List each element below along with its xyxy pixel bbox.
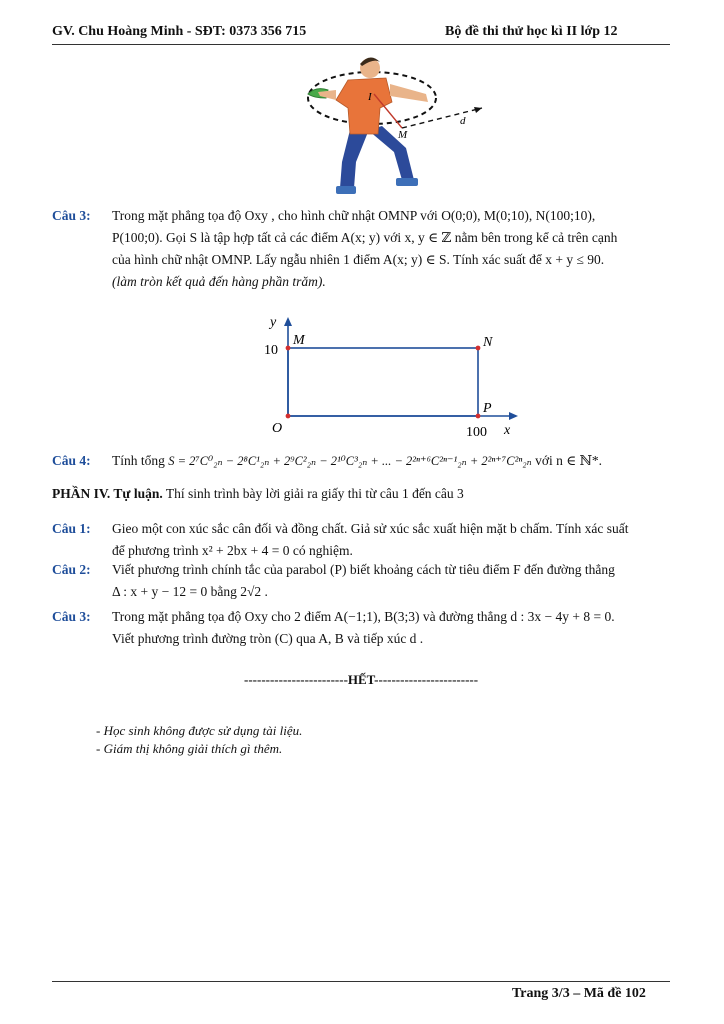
question-4-text [112,450,672,472]
essay-3-line-1: Trong mặt phẳng tọa độ Oxy cho 2 điểm A(−1;1), B(3;3) và đường thẳng d : 3x − 4y + 8 = 0. [112,609,615,624]
rectangle-omnp [288,348,478,416]
essay-1-line-2: để phương trình x² + 2bx + 4 = 0 có nghiệm. [112,543,353,558]
question-4-suffix: với n ∈ ℕ*. [535,453,603,468]
essay-3-line-2: Viết phương trình đường tròn (C) qua A, B và tiếp xúc d . [112,631,424,646]
label-p: P [483,401,492,416]
part-4-heading [52,483,672,505]
question-3-label: Câu 3: [52,208,91,223]
note-2: - Giám thị không giải thích gì thêm. [96,741,283,756]
essay-2-text [112,559,672,603]
tangent-arrow-icon [474,107,482,113]
x-axis-label: x [504,423,511,438]
note-1: - Học sinh không được sử dụng tài liệu. [96,723,303,738]
essay-1-text [112,518,672,562]
label-n: N [483,335,493,350]
tick-y-10: 10 [264,343,278,358]
label-d: d [460,115,466,127]
question-3-line-2: P(100;0). Gọi S là tập hợp tất cả các điểm A(x; y) với x, y ∈ ℤ nằm bên trong kể cả trên cạnh [112,230,618,245]
question-3-text [112,205,672,293]
essay-2-line-1: Viết phương trình chính tắc của parabol (P) biết khoảng cách từ tiêu điểm F đến đường thẳng [112,562,615,577]
right-shoe [396,178,418,186]
x-axis-arrow-icon [509,412,518,420]
essay-1-line-1: Gieo một con xúc sắc cân đối và đồng chất. Giả sử xúc sắc xuất hiện mặt b chấm. Tính xác suất [112,521,629,536]
essay-3-text [112,606,672,650]
essay-1-label: Câu 1: [52,521,91,536]
essay-2-label: Câu 2: [52,562,91,577]
footer-divider [52,981,670,982]
question-3-line-3: của hình chữ nhật OMNP. Lấy ngẫu nhiên 1 điểm A(x; y) ∈ S. Tính xác suất để x + y ≤ 90. [112,252,605,267]
question-4-label: Câu 4: [52,453,91,468]
essay-3-label: Câu 3: [52,609,91,624]
essay-2-line-2: Δ : x + y − 12 = 0 bằng 2√2 . [112,584,268,599]
label-m: M [293,333,305,348]
header-author: GV. Chu Hoàng Minh - SĐT: 0373 356 715 [52,24,307,39]
rectangle-omnp-figure [258,312,528,442]
point-m [286,346,291,351]
left-shoe [336,186,356,194]
part-4-title: PHẦN IV. Tự luận. [52,486,163,501]
y-axis-label: y [270,315,277,330]
left-leg [340,130,368,188]
question-3-line-4: (làm tròn kết quả đến hàng phần trăm). [112,274,326,289]
y-axis-arrow-icon [284,317,292,326]
point-o [286,414,291,419]
question-3-line-1: Trong mặt phẳng tọa độ Oxy , cho hình chữ nhật OMNP với O(0;0), M(0;10), N(100;10), [112,208,596,223]
point-p [476,414,481,419]
question-4-prefix: Tính tổng [112,453,165,468]
label-m: M [398,129,408,141]
point-n [476,346,481,351]
label-i: I [368,91,372,103]
label-o: O [272,421,283,436]
header-divider [52,44,670,45]
header-title: Bộ đề thi thử học kì II lớp 12 [445,24,618,39]
tick-x-100: 100 [466,425,487,440]
question-4-formula: S = 2⁷C⁰₂ₙ − 2⁸C¹₂ₙ + 2⁹C²₂ₙ − 2¹⁰C³₂ₙ + ... − 2²ⁿ⁺⁶C²ⁿ⁻¹₂ₙ + 2²ⁿ⁺⁷C²ⁿ₂ₙ [168,454,532,468]
part-4-description: Thí sinh trình bày lời giải ra giấy thi từ câu 1 đến câu 3 [165,486,464,501]
discus-thrower-figure [290,50,490,200]
end-marker: ------------------------HẾT------------------------ [244,672,479,687]
right-arm [390,84,428,102]
footer-page-info: Trang 3/3 – Mã đề 102 [512,986,646,1001]
